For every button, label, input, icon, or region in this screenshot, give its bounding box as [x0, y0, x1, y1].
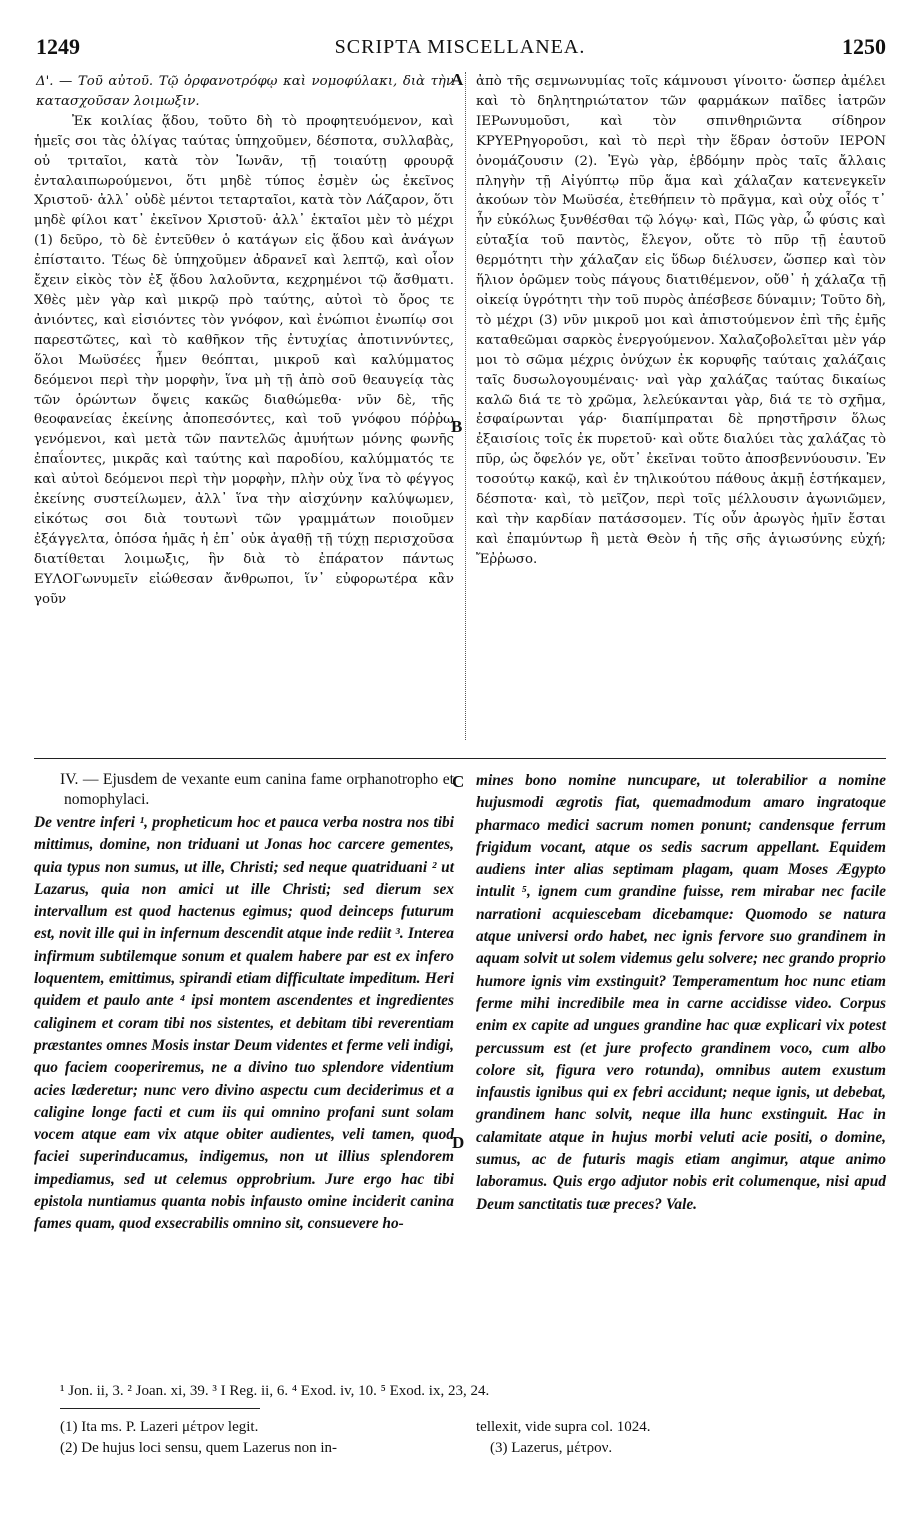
- latin-right-column: [476, 770, 886, 1216]
- greek-left-column: [34, 72, 454, 609]
- latin-right-text: mines bono nomine nuncupare, ut tolerabilior a nomine hujusmodi ægrotis fiat, quemadmodum amaro ingratoque pharmaco medici sacrum nomen ponunt; candensque ferrum frigidum vocant, atque os sedis sacrum appellant. Equidem audiens inter alias septimam plagam, quam Moses Ægypto intulit ⁵, ignem cum grandine fuisse, rem mirabar nec facile narrationi acquiescebam dicebamque: Quomodo se natura atque universi ordo habet, nec ignis fervore suo grandinem in aquam solvit ut solem videmus gelu solvere; nec grando proprio humore ignis vim exstinguit? Temperamentum hoc nunc etiam ferme mihi incredibile mea in carne accidisse video. Corpus enim ex capite ad ungues grandine hac quæ explicari vix potest percussum est (et jure profecto grandinem voco, cum albo colore sit, figura vero rotunda), omnibus autem exustum infaustis ignibus qui ex febri accidunt; neque ignis, ut debebat, grandinem hanc solvit, neque illa hunc exstinguit. Hac in calamitate atque in hujus morbi veluti acie positi, o domine, sumus, ac de futuris magis etiam angimur, atque animo laboramus. Quis ergo adjutor nobis erit columenque, nisi apud Deum sanctitatis tuæ preces? Vale.: [476, 772, 886, 1213]
- greek-letter-title: Δ'. — Τοῦ αὐτοῦ. Τῷ ὀρφανοτρόφῳ καὶ νομοφύλακι, διὰ τὴν κατασχοῦσαν λοιμωξιν.: [36, 74, 454, 109]
- footnote-rule: [60, 1408, 260, 1409]
- footnote-2: (2) De hujus loci sensu, quem Lazerus non in-: [60, 1440, 338, 1456]
- footnote-3: (3) Lazerus, μέτρον.: [490, 1440, 613, 1456]
- greek-left-text: Ἐκ κοιλίας ᾅδου, τοῦτο δὴ τὸ προφητευόμενον, καὶ ἡμεῖς σοι τὰς ὀλίγας ταύτας ὑπηχοῦμεν, δέσποτα, συλλαβὰς, οὐ τριταῖοι, κατὰ τὸν Ἰωνᾶν, τῇ τοιαύτῃ φρουρᾷ ἐνταλαιπωρούμενοι, ὅτι μηδὲ τύπος ἐσμὲν ὡς ἐκεῖνος Χριστοῦ· ἀλλ᾽ οὐδὲ μέντοι τεταρταῖοι, κατὰ τὸν Λάζαρον, ὅτι μηδὲ φίλοι κατ᾽ ἐκεῖνον Χριστοῦ· ἀλλ᾽ ἑκταῖοι μὲν τὸ μέχρι (1) δεῦρο, τὸ δὲ ἐντεῦθεν ὁ κατάγων εἰς ᾅδου καὶ ἀνάγων ἐπίσταιτο. Τέως δὲ ὑπηχοῦμεν ἀδρανεῖ καὶ λεπτῷ, καὶ οἷον ἔχειν εἰκὸς τὸν ἐξ ᾅδου λαλοῦντα, κεχρημένοι τῷ ἄσθματι. Χθὲς μὲν γὰρ καὶ μικρῷ πρὸ ταύτης, αὐτοὶ τὸ ὄρος τε ἀνιόντες, καὶ εἰσιόντες τὸν γνόφον, καὶ ἐνώπιοι ἐνωπίῳ σοι παρεστῶτες, καὶ τὸ καθῆκον τῆς ἐντυχίας ἀποτιννύντες, ὅλοι Μωϋσέες ἦμεν θεόπται, μικροῦ καὶ καλύμματος δεόμενοι περὶ τὴν μορφὴν, ἵνα μὴ τῇ ἀπὸ σοῦ θεαυγείᾳ τὰς τῶν ὁρώντων ὄψεις κακῶς διαθώμεθα· νῦν δὲ, τῆς θεοφανείας ἐκείνης ἀποπεσόντες, καὶ τοῦ γνόφου πόῤῥω γενόμενοι, καὶ μετὰ τῶν παντελῶς ἀμυήτων μόνης φωνῆς ἐπαΐοντες, μικρᾶς καὶ ταύτης καὶ παροδίου, καλύμματός τε καὶ αὐτοὶ δεόμενοι περὶ τὴν μορφὴν, πλὴν οὐχ ἵνα τὸ φέγγος ἐκείνης συστείλωμεν, ἀλλ᾽ ἵνα τὴν αἰσχύνην καλύψωμεν, εἰκότως σοι διὰ τουτωνὶ τῶν γραμμάτων ποιοῦμεν ἐξάγγελτα, ὁπόσα ἡμᾶς ἡ ἐπ᾽ οὐκ ἀγαθῇ τῇ τύχῃ περισχοῦσα διατίθεται λοιμωξις, ἣν διὰ τὸ ἐπάρατον πάντως ΕΥΛΟΓωνυμεῖν εἰώθεσαν ἄνθρωποι, ἵν᾽ εὐφορωτέρα κἂν γοῦν: [34, 113, 454, 607]
- margin-letter-b: B: [451, 417, 463, 436]
- section-rule: [34, 758, 886, 759]
- scripture-references: ¹ Jon. ii, 3. ² Joan. xi, 39. ³ I Reg. ii, 6. ⁴ Exod. iv, 10. ⁵ Exod. ix, 23, 24.: [60, 1383, 490, 1399]
- latin-letter-title: IV. — Ejusdem de vexante eum canina fame orphanotropho et nomophylaci.: [60, 771, 454, 808]
- margin-letter-c: C: [452, 772, 465, 791]
- greek-right-column: [476, 72, 886, 570]
- greek-right-text: ἀπὸ τῆς σεμνωνυμίας τοῖς κάμνουσι γίνοιτο· ὥσπερ ἀμέλει καὶ τὸ δηλητηριώτατον τῶν φαρμάκων παῖδες ἰατρῶν ΙΕΡωνυμοῦσι, καὶ τὸν σπινθηριῶντα σίδηρον ΚΡΥΕΡηγοροῦσι, καὶ τὸ περὶ τὴν ἕδραν ὀστοῦν ΙΕΡΟΝ ὀνομάζουσιν (2). Ἐγὼ γὰρ, ἑβδόμην πρὸς ταῖς ἄλλαις πληγὴν τῇ Αἰγύπτῳ πῦρ ἅμα καὶ χάλαζαν κατενεγκεῖν ἀκούων τὸν Μωϋσέα, ἐτεθήπειν τὸ πρᾶγμα, καὶ οὐχ οἷός τ᾽ ἦν εὐκόλως ξυνθέσθαι τῷ λόγῳ· καὶ, Πῶς γὰρ, ὦ φύσις καὶ εὐταξία τοῦ παντὸς, ἔλεγον, οὔτε τὸ πῦρ τῇ ἑαυτοῦ θερμότητι τὴν χάλαζαν εἰς ὕδωρ διέλυσεν, ὥσπερ καὶ τὸν ἥλιον ὁρῶμεν τοὺς πάγους διατιθέμενον, οὔθ᾽ ἡ χάλαζα τῇ οἰκείᾳ ὑγρότητι τὴν τοῦ πυρὸς ἀπέσβεσε δύναμιν; Τοῦτο δὴ, τὸ μέχρι (3) νῦν μικροῦ μοι καὶ ἀπιστούμενον ἐπὶ τῆς ἐμῆς καταθεῶμαι σαρκὸς ἐνεργούμενον. Χαλαζοβολεῖται μὲν γάρ μοι τὸ σῶμα μέχρις ὀνύχων ἐκ κορυφῆς ταύταις χαλάζαις ταῖς δυσωλογουμέναις· ναὶ γὰρ χαλάζας ταύτας δικαίως καλῶ διά τε τὸ χρῶμα, λελεύκανται γὰρ, διά τε τὸ σχῆμα, ἐσφαίρωνται γάρ· διαπίμπραται δὲ πρηστῆρσιν ὅλως ἐξαισίοις τοῖς ἐκ πυρετοῦ· καὶ οὔτε διαλύει τὰς χαλάζας τὸ πῦρ, ὡς ὄφελόν γε, οὔτ᾽ ἐκεῖναι τοῦτο ἀποσβεννύουσιν. Ἐν τοσούτῳ κακῷ, καὶ ἐν τηλικούτου πάθους ἀκμῇ ἑστήκαμεν, δέσποτα· καὶ, τὸ μεῖζον, περὶ τοῖς μέλλουσιν ἀγωνιῶμεν, καὶ τὴν καρδίαν πατάσσομεν. Τίς οὖν ἀρωγὸς ἡμῖν ἔσται καὶ ἐπαμύντωρ ἢ μετὰ Θεὸν ἡ τῆς σῆς ἁγιωσύνης εὐχή; Ἔῤῥωσο.: [476, 74, 886, 567]
- page-number-right: 1250: [842, 34, 886, 59]
- margin-letter-a: A: [451, 70, 464, 89]
- latin-left-column: [34, 770, 454, 1236]
- footnotes-left: [60, 1417, 460, 1459]
- margin-letter-d: D: [452, 1133, 465, 1152]
- footnote-2-continued: tellexit, vide supra col. 1024.: [476, 1419, 651, 1435]
- footnote-1: (1) Ita ms. P. Lazeri μέτρον legit.: [60, 1419, 259, 1435]
- page-number-left: 1249: [36, 34, 80, 59]
- column-divider-greek: [465, 72, 466, 740]
- running-title: SCRIPTA MISCELLANEA.: [334, 36, 586, 58]
- latin-left-text: De ventre inferi ¹, propheticum hoc et pauca verba nostra nos tibi mittimus, domine, non triduani ut Jonas hoc carcere gementes, quia typus non sumus, ut ille, Christi; sed neque quatriduani ² ut Lazarus, quia non amici ut ille Christi; sed dierum sex intervallum est quod hactenus egimus; quod deinceps futurum est, novit ille qui in infernum descendit atque inde rediit ³. Interea infirmum subtilemque sonum et qualem habere par est ex infero loquentem, emittimus, spirandi etiam difficultate impeditum. Heri quidem et paulo ante ⁴ ipsi montem ascendentes et ingredientes caliginem et coram tibi nos sistentes, et debitam tibi reverentiam præstantes omnes Mosis instar Deum videntes et ferme veli indigi, quo faciem cooperiremus, ne a divino tuo splendore videntium acies læderetur; nunc vero divino aspectu cum deciderimus et a caligine longe facti et cum iis qui omnino profani sunt solam vocem atque eam vix atque obiter audientes, veli tamen, quod faciei superinducamus, indigemus, non ut illius splendorem impediamus, sed ut celemus opprobrium. Jure ergo hac tibi epistola nuntiamus quanta nobis infausto omine inciderit canina fames quam, quod exsecrabilis omnino sit, consuevere ho-: [34, 814, 454, 1233]
- footnotes-right: [476, 1417, 876, 1459]
- running-header: [34, 34, 886, 60]
